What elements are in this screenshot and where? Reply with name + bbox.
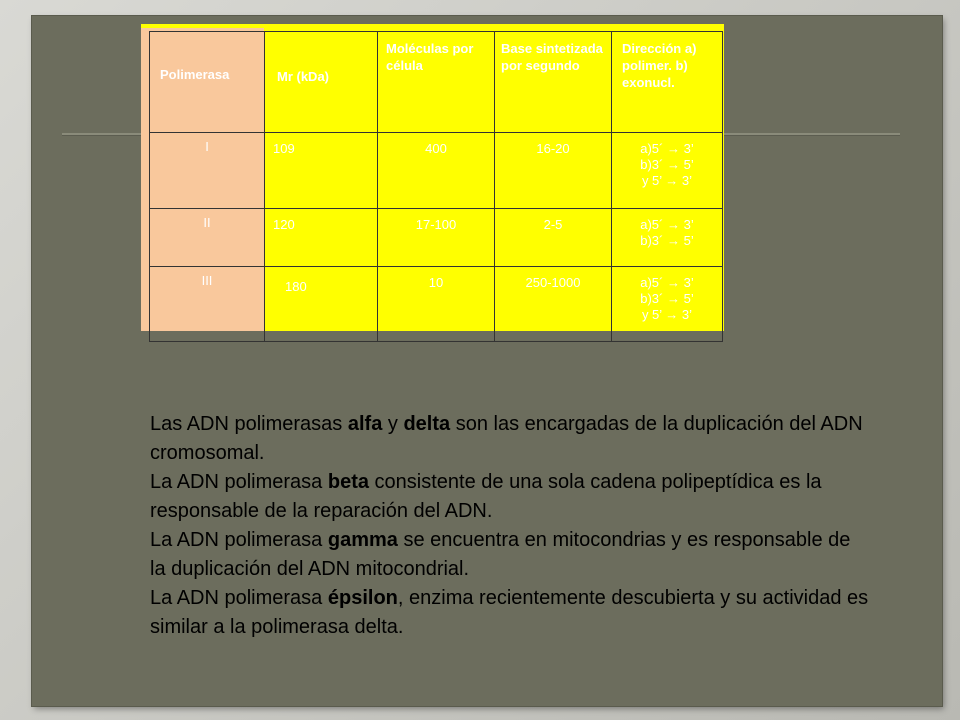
cell-pol-value: III [201, 273, 213, 288]
right-arrow-icon: → [663, 141, 684, 156]
table-row [150, 267, 723, 342]
cell-dir-value [612, 267, 722, 323]
table-header-row [150, 32, 723, 133]
table-row [150, 209, 723, 267]
cell-pol [150, 133, 265, 209]
right-arrow-icon: → [663, 217, 684, 232]
right-arrow-icon: → [663, 157, 684, 172]
header-polimerasa-label: Polimerasa [160, 67, 230, 82]
text-run: consistente de una sola cadena polipeptídica es la responsable de la reparación del ADN. [150, 471, 822, 522]
paragraph [150, 526, 870, 584]
cell-dir-value [612, 133, 722, 189]
cell-mr [265, 133, 378, 209]
cell-base-value: 2-5 [543, 217, 563, 232]
paragraph [150, 410, 870, 468]
cell-mol-value: 400 [425, 141, 447, 156]
divider-right [720, 133, 900, 136]
text-bold: delta [403, 413, 451, 435]
text-run: La ADN polimerasa [150, 529, 328, 551]
header-moleculas [378, 32, 495, 133]
text-bold: gamma [327, 529, 398, 551]
cell-dir [612, 267, 723, 342]
dir-line: a)5´ → 3’ [640, 217, 694, 232]
body-text [150, 410, 870, 642]
cell-mol [378, 267, 495, 342]
header-mr [265, 32, 378, 133]
cell-base [495, 133, 612, 209]
cell-base-value: 16-20 [536, 141, 570, 156]
divider-left [62, 133, 152, 136]
header-base-label: Base sintetizada por segundo [501, 41, 603, 73]
cell-mol [378, 209, 495, 267]
text-run: La ADN polimerasa [150, 471, 328, 493]
polymerase-table [149, 31, 723, 342]
header-direccion-label: Dirección a) polimer. b) exonucl. [622, 41, 697, 90]
cell-mol [378, 133, 495, 209]
right-arrow-icon: → [663, 233, 684, 248]
dir-line: b)3´ → 5’ [640, 291, 694, 306]
right-arrow-icon: → [661, 173, 682, 188]
cell-mr-value: 180 [285, 279, 307, 294]
header-mr-label: Mr (kDa) [277, 69, 330, 84]
text-run: son las encargadas de la duplicación del ADN cromosomal. [150, 413, 863, 464]
text-bold: alfa [347, 413, 383, 435]
text-run: , enzima recientemente descubierta y su actividad es similar a la polimerasa delta. [150, 587, 869, 638]
dir-line: b)3´ → 5’ [640, 157, 694, 172]
text-run: y [382, 413, 404, 435]
table-row [150, 133, 723, 209]
right-arrow-icon: → [663, 291, 684, 306]
cell-pol-value: I [205, 139, 209, 154]
cell-mr [265, 267, 378, 342]
text-run: Las ADN polimerasas [150, 413, 348, 435]
cell-mr-value: 109 [273, 141, 295, 156]
paragraph [150, 584, 870, 642]
dir-line: b)3´ → 5’ [640, 233, 694, 248]
text-run: La ADN polimerasa [150, 587, 328, 609]
right-arrow-icon: → [661, 307, 682, 322]
cell-base-value: 250-1000 [525, 275, 581, 290]
dir-line: y 5’ → 3’ [641, 173, 693, 188]
cell-base [495, 267, 612, 342]
cell-mr [265, 209, 378, 267]
text-bold: épsilon [327, 587, 398, 609]
cell-dir [612, 133, 723, 209]
cell-pol [150, 209, 265, 267]
header-moleculas-label: Moléculas por célula [386, 41, 474, 73]
cell-mol-value: 10 [428, 275, 444, 290]
header-base [495, 32, 612, 133]
cell-dir [612, 209, 723, 267]
cell-pol-value: II [203, 215, 211, 230]
text-run: se encuentra en mitocondrias y es responsable de la duplicación del ADN mitocondrial. [150, 529, 851, 580]
cell-dir-value [612, 209, 722, 249]
dir-line: y 5’ → 3’ [641, 307, 693, 322]
cell-mol-value: 17-100 [415, 217, 457, 232]
dir-line: a)5´ → 3’ [640, 275, 694, 290]
cell-base [495, 209, 612, 267]
right-arrow-icon: → [663, 275, 684, 290]
header-polimerasa [150, 32, 265, 133]
paragraph [150, 468, 870, 526]
cell-mr-value: 120 [273, 217, 295, 232]
cell-pol [150, 267, 265, 342]
header-direccion [612, 32, 723, 133]
dir-line: a)5´ → 3’ [640, 141, 694, 156]
text-bold: beta [327, 471, 369, 493]
